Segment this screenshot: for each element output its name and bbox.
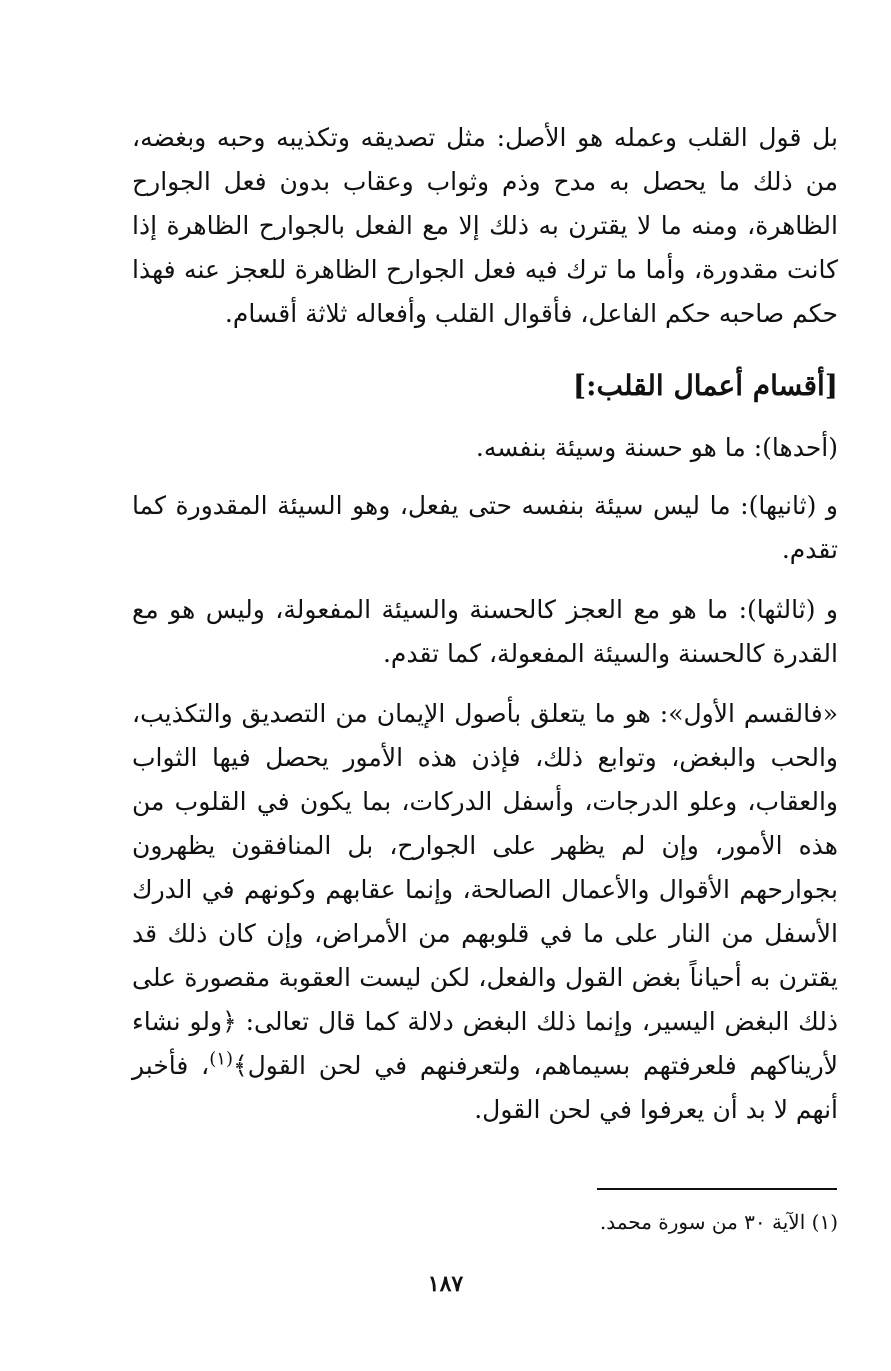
- footnote-divider: [597, 1188, 837, 1190]
- division-item-first: (أحدها): ما هو حسنة وسيئة بنفسه.: [475, 433, 838, 462]
- main-paragraph-ending: ، فأخبر أنهم لا بد أن يعرفوا في لحن القول.: [132, 1051, 838, 1124]
- footnote: (١) الآية ٣٠ من سورة محمد.: [599, 1210, 838, 1234]
- page-number: ١٨٧: [427, 1271, 464, 1297]
- main-paragraph-text: «فالقسم الأول»: هو ما يتعلق بأصول الإيمان من التصديق والتكذيب، والحب والبغض، وتوابع ذلك، فإذن هذه الأمور يحصل فيها الثواب والعقاب، وعلو الدرجات، وأسفل الدركات، بما يكون في القلوب من هذه الأمور، وإن لم يظهر على الجوارح، بل المنافقون يظهرون بجوارحهم الأقوال والأعمال الصالحة، وإنما عقابهم وكونهم في الدرك الأسفل من النار على ما في قلوبهم من الأمراض، وإن كان ذلك قد يقترن به أحياناً بغض القول والفعل، لكن ليست العقوبة مقصورة على ذلك البغض اليسير، وإنما ذلك البغض دلالة كما قال تعالى: ﴿ولو نشاء لأريناكهم فلعرفتهم بسيماهم، ولتعرفنهم في لحن القول﴾: [132, 699, 838, 1080]
- intro-paragraph: بل قول القلب وعمله هو الأصل: مثل تصديقه وتكذيبه وحبه وبغضه، من ذلك ما يحصل به مدح وذم وثواب وعقاب بدون فعل الجوارح الظاهرة، ومنه ما لا يقترن به ذلك إلا مع الفعل بالجوارح الظاهرة إذا كانت مقدورة، وأما ما ترك فيه فعل الجوارح الظاهرة للعجز عنه فهذا حكم صاحبه حكم الفاعل، فأقوال القلب وأفعاله ثلاثة أقسام.: [132, 123, 838, 328]
- division-item-second: و (ثانيها): ما ليس سيئة بنفسه حتى يفعل، وهو السيئة المقدورة كما تقدم.: [132, 491, 838, 564]
- footnote-reference: (١): [209, 1048, 233, 1070]
- section-heading: [أقسام أعمال القلب:]: [572, 369, 838, 402]
- division-item-third: و (ثالثها): ما هو مع العجز كالحسنة والسيئة المفعولة، وليس هو مع القدرة كالحسنة والسيئة المفعولة، كما تقدم.: [132, 595, 838, 668]
- main-paragraph: [132, 692, 838, 1132]
